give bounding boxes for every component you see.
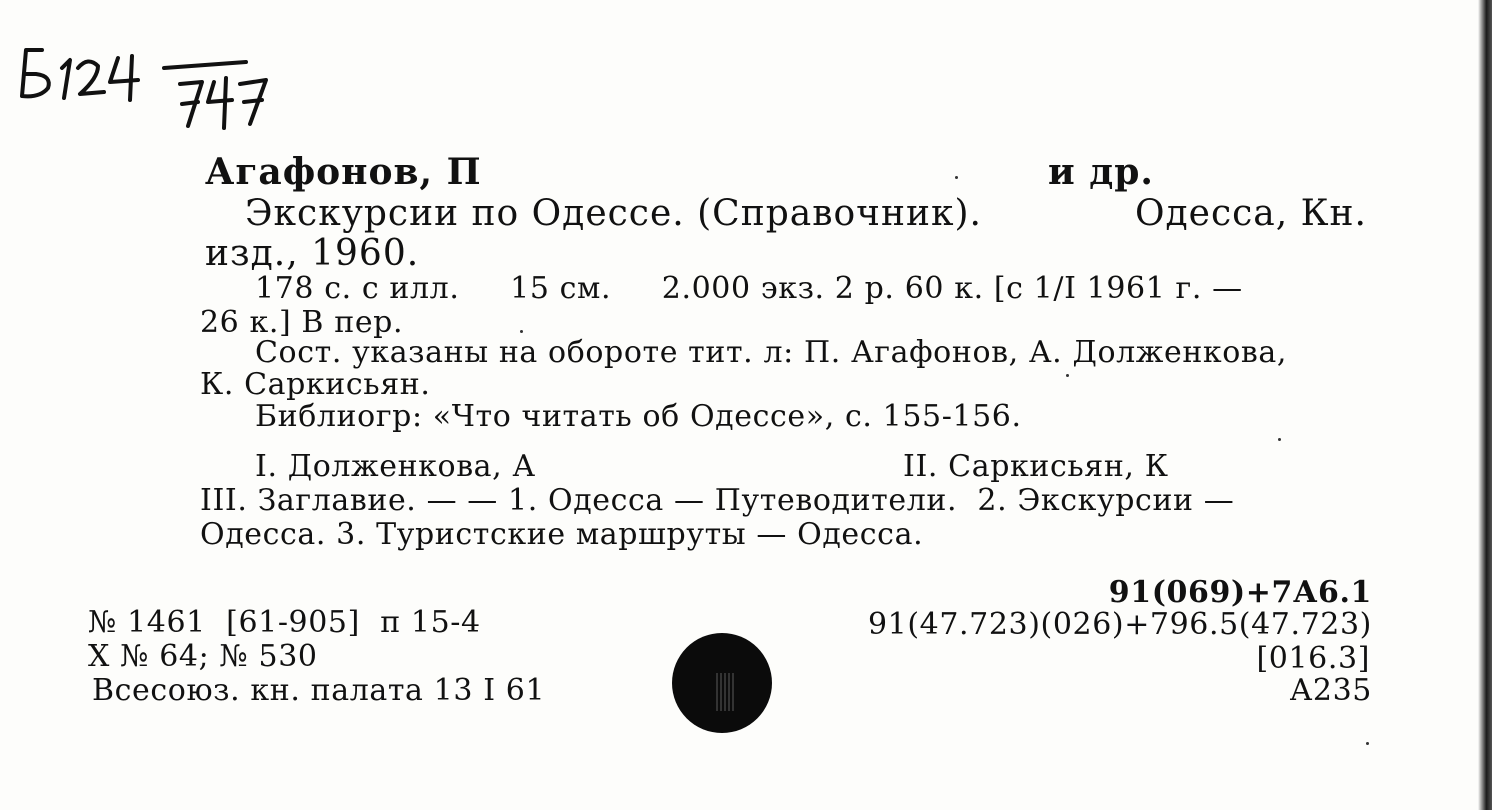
handwritten-shelfmark (14, 38, 294, 138)
author-mark: А235 (1289, 673, 1372, 708)
added-entry-1: I. Долженкова, А (255, 449, 536, 484)
punch-hole (672, 633, 772, 733)
title-statement: Экскурсии по Одессе. (Справочник). (245, 193, 982, 234)
added-entry-2: II. Саркисьян, К (903, 449, 1169, 484)
scan-speck (1066, 374, 1069, 377)
subject-tracings: III. Заглавие. — — 1. Одесса — Путеводители. 2. Экскурсии — (200, 483, 1235, 518)
scan-speck (1278, 438, 1281, 441)
imprint-publisher-date: изд., 1960. (205, 233, 420, 274)
bibliography-note: Библиогр: «Что читать об Одессе», с. 155-156. (255, 399, 1022, 434)
classification-bracket: [016.3] (1256, 641, 1370, 676)
classification-udc: 91(069)+7А6.1 (1108, 575, 1372, 610)
classification-extended: 91(47.723)(026)+796.5(47.723) (867, 607, 1372, 642)
compilers-note: Сост. указаны на обороте тит. л: П. Агафонов, А. Долженкова, (255, 335, 1288, 370)
compilers-note-cont: К. Саркисьян. (200, 367, 431, 402)
registry-number: № 1461 [61-905] п 15-4 (88, 605, 481, 640)
coauthors-note: и др. (1048, 151, 1154, 193)
scan-speck (955, 176, 958, 179)
subject-tracings-cont: Одесса. 3. Туристские маршруты — Одесса. (200, 517, 924, 552)
physical-description-cont: 26 к.] В пер. (200, 305, 404, 340)
card-edge-shadow (1478, 0, 1492, 810)
scan-speck (1366, 742, 1369, 745)
registry-series: Х № 64; № 530 (88, 639, 318, 674)
registry-chamber: Всесоюз. кн. палата 13 I 61 (92, 673, 546, 708)
author-name: Агафонов, П (205, 151, 482, 193)
scan-speck (520, 330, 523, 333)
imprint-place: Одесса, Кн. (1135, 193, 1367, 234)
physical-description: 178 с. с илл. 15 см. 2.000 экз. 2 р. 60 к. [с 1/I 1961 г. — (255, 271, 1243, 306)
